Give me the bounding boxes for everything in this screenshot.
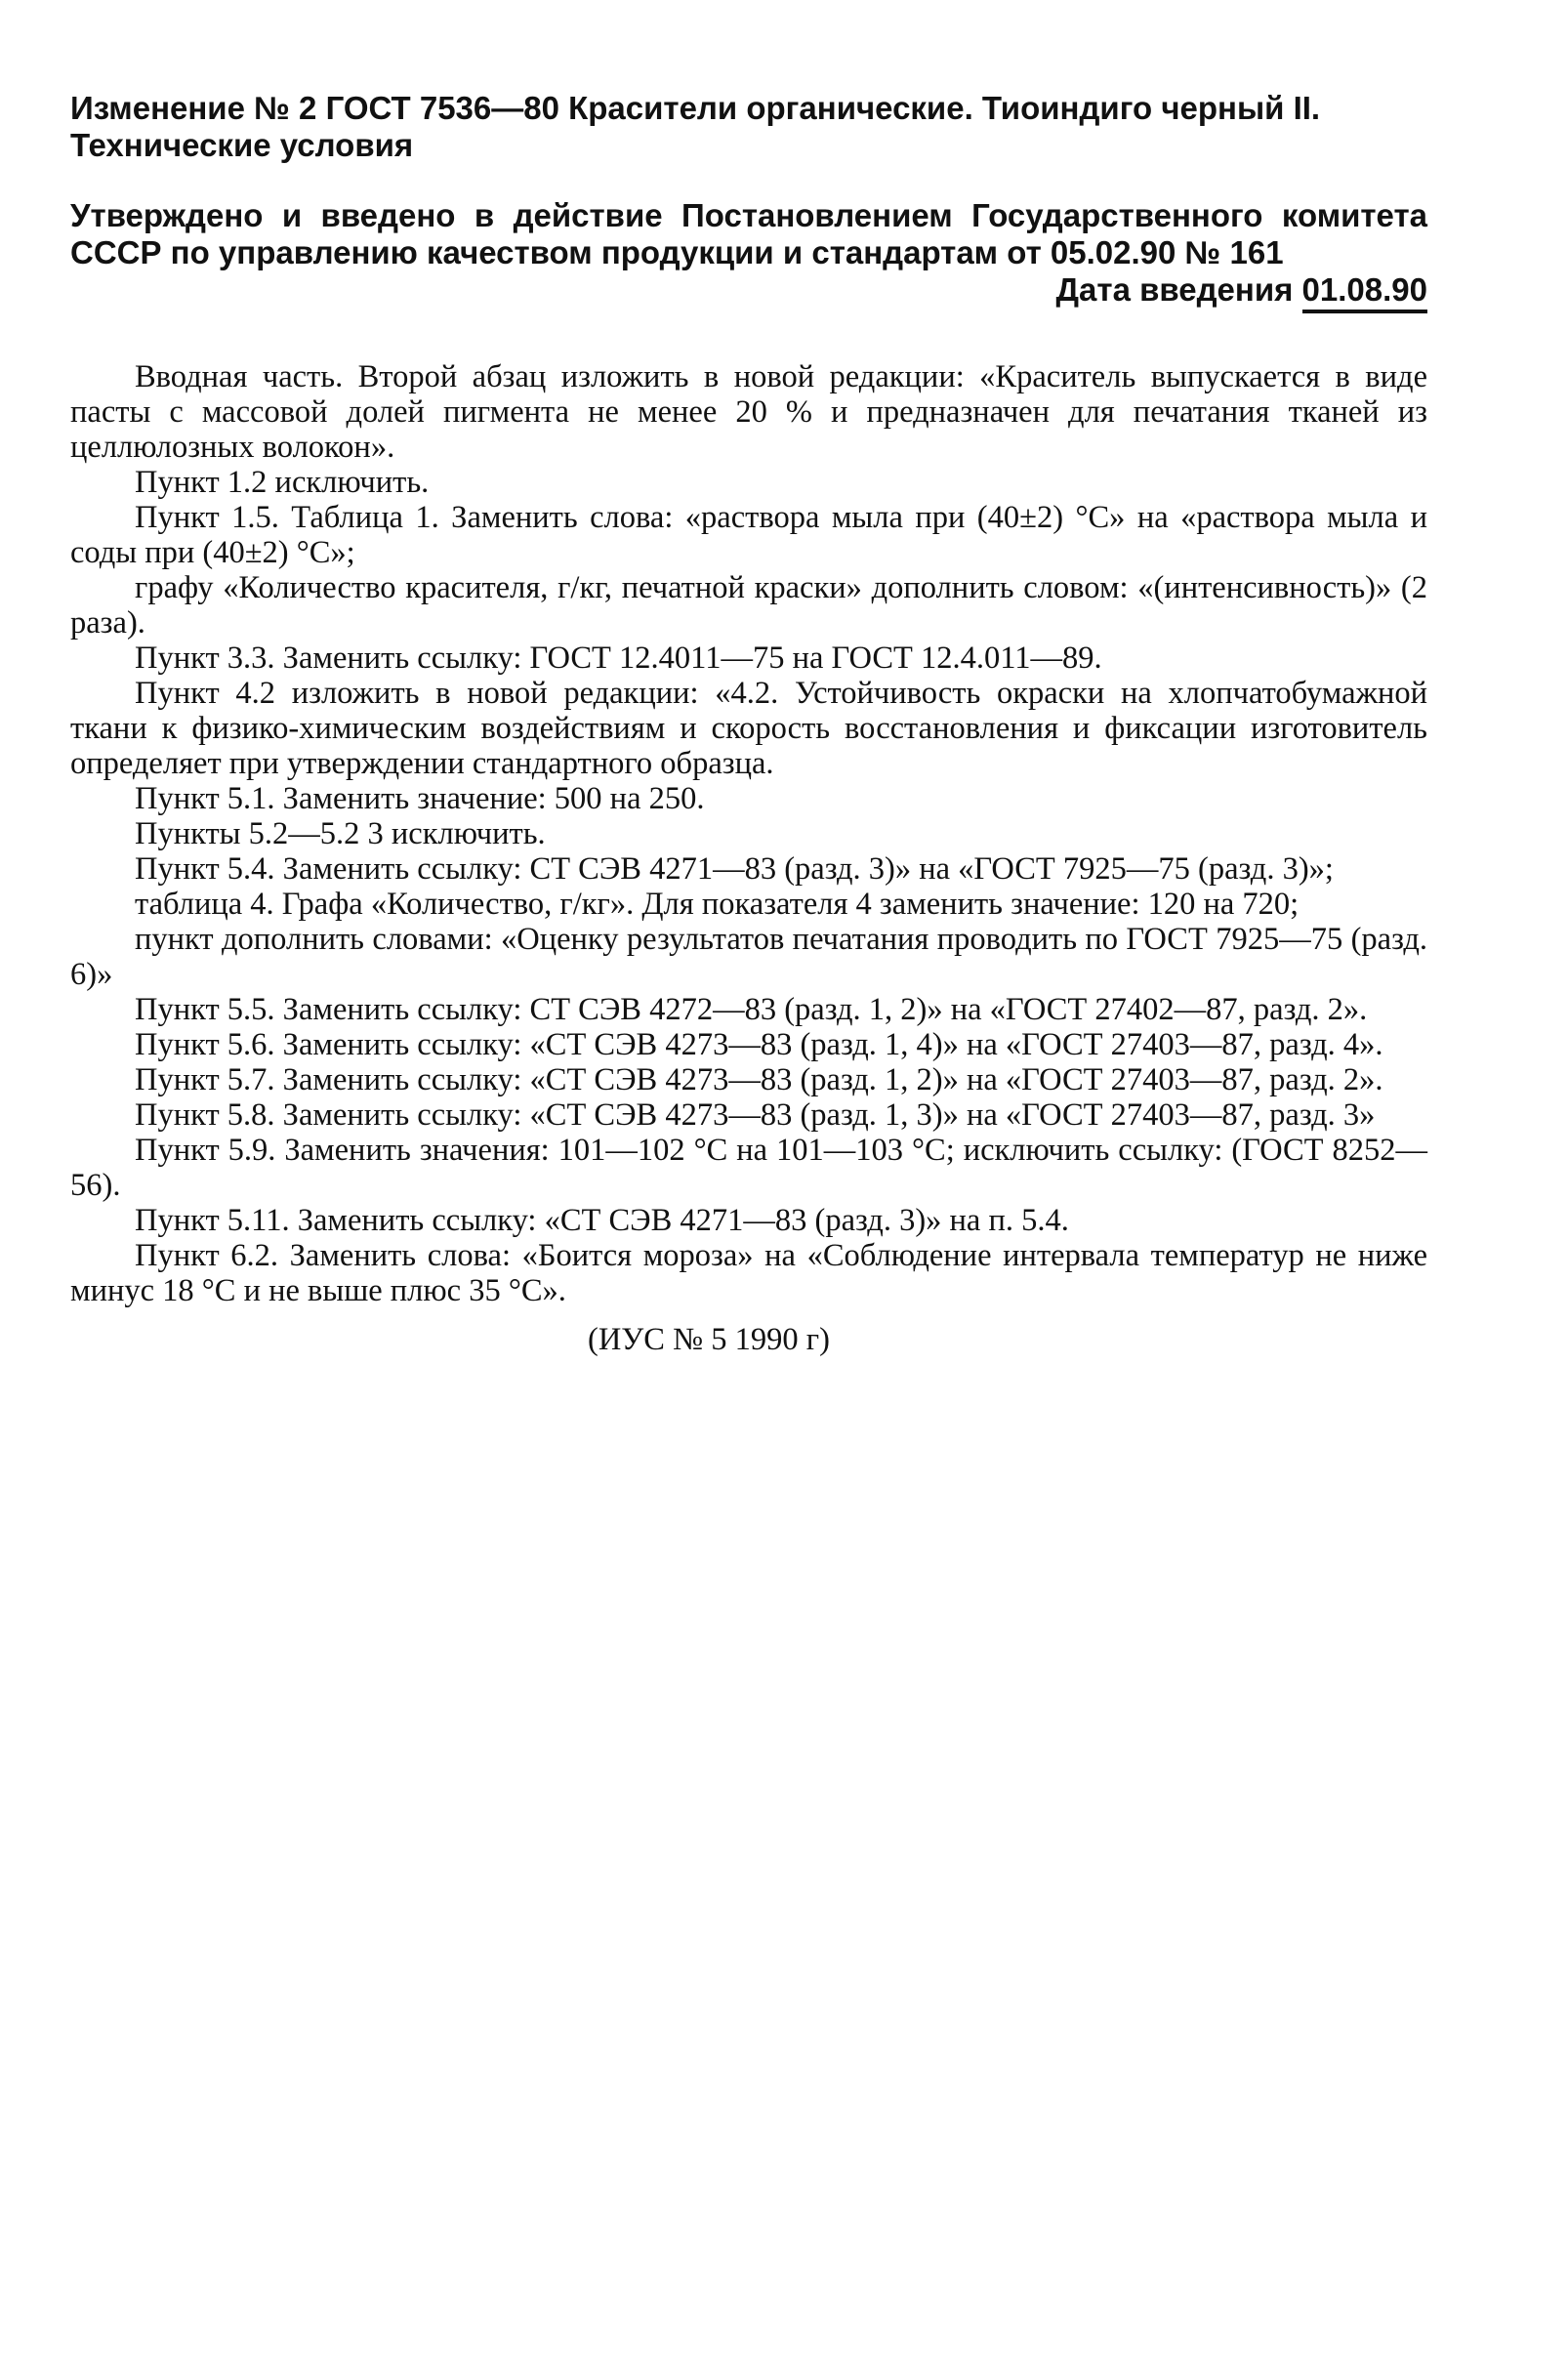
paragraph: пункт дополнить словами: «Оценку результатов печатания проводить по ГОСТ 7925—75 (разд. 6)»	[70, 922, 1427, 992]
amendment-body	[70, 359, 1427, 1308]
document-page	[70, 90, 1427, 1389]
paragraph: Пункт 5.6. Заменить ссылку: «СТ СЭВ 4273—83 (разд. 1, 4)» на «ГОСТ 27403—87, разд. 4».	[135, 1027, 1383, 1062]
paragraph: Пункт 1.5. Таблица 1. Заменить слова: «раствора мыла при (40±2) °С» на «раствора мыла и соды при (40±2) °С»;	[70, 500, 1427, 570]
document-title: Изменение № 2 ГОСТ 7536—80 Красители органические. Тиоиндиго черный II. Технические условия	[70, 90, 1321, 163]
paragraph: Пункт 6.2. Заменить слова: «Боится мороза» на «Соблюдение интервала температур не ниже минус 18 °С и не выше плюс 35 °С».	[70, 1238, 1427, 1308]
effective-date	[70, 271, 1427, 309]
paragraph: графу «Количество красителя, г/кг, печатной краски» дополнить словом: «(интенсивность)» (2 раза).	[70, 570, 1427, 641]
paragraph: Пункт 5.11. Заменить ссылку: «СТ СЭВ 4271—83 (разд. 3)» на п. 5.4.	[135, 1203, 1069, 1238]
effective-date-value: 01.08.90	[1302, 271, 1427, 313]
paragraph: Пункт 5.5. Заменить ссылку: СТ СЭВ 4272—83 (разд. 1, 2)» на «ГОСТ 27402—87, разд. 2».	[135, 992, 1368, 1027]
paragraph: Пункт 5.9. Заменить значения: 101—102 °С на 101—103 °С; исключить ссылку: (ГОСТ 8252—56).	[70, 1133, 1427, 1203]
paragraph: Пункт 4.2 изложить в новой редакции: «4.2. Устойчивость окраски на хлопчатобумажной ткани к физико-химическим воздействиям и скорость восстановления и фиксации изготовитель определяет при утверждении стандартного образца.	[70, 676, 1427, 781]
paragraph: Пункты 5.2—5.2 3 исключить.	[135, 816, 546, 851]
paragraph: Пункт 5.1. Заменить значение: 500 на 250.	[135, 781, 705, 816]
paragraph: Пункт 5.7. Заменить ссылку: «СТ СЭВ 4273—83 (разд. 1, 2)» на «ГОСТ 27403—87, разд. 2».	[135, 1062, 1383, 1097]
paragraph: Пункт 5.4. Заменить ссылку: СТ СЭВ 4271—83 (разд. 3)» на «ГОСТ 7925—75 (разд. 3)»;	[135, 851, 1334, 887]
approval-statement: Утверждено и введено в действие Постановлением Государственного комитета СССР по управлению качеством продукции и стандартам от 05.02.90 № 161	[70, 197, 1427, 270]
paragraph: Пункт 3.3. Заменить ссылку: ГОСТ 12.4011—75 на ГОСТ 12.4.011—89.	[135, 641, 1102, 676]
publication-reference: (ИУС № 5 1990 г)	[588, 1322, 830, 1357]
paragraph: Пункт 1.2 исключить.	[135, 465, 430, 500]
paragraph: Вводная часть. Второй абзац изложить в новой редакции: «Краситель выпускается в виде пасты с массовой долей пигмента не менее 20 % и предназначен для печатания тканей из целлюлозных волокон».	[70, 359, 1427, 465]
paragraph: таблица 4. Графа «Количество, г/кг». Для показателя 4 заменить значение: 120 на 720;	[135, 887, 1300, 922]
effective-date-label: Дата введения	[1055, 271, 1294, 308]
paragraph: Пункт 5.8. Заменить ссылку: «СТ СЭВ 4273—83 (разд. 1, 3)» на «ГОСТ 27403—87, разд. 3»	[135, 1097, 1376, 1133]
